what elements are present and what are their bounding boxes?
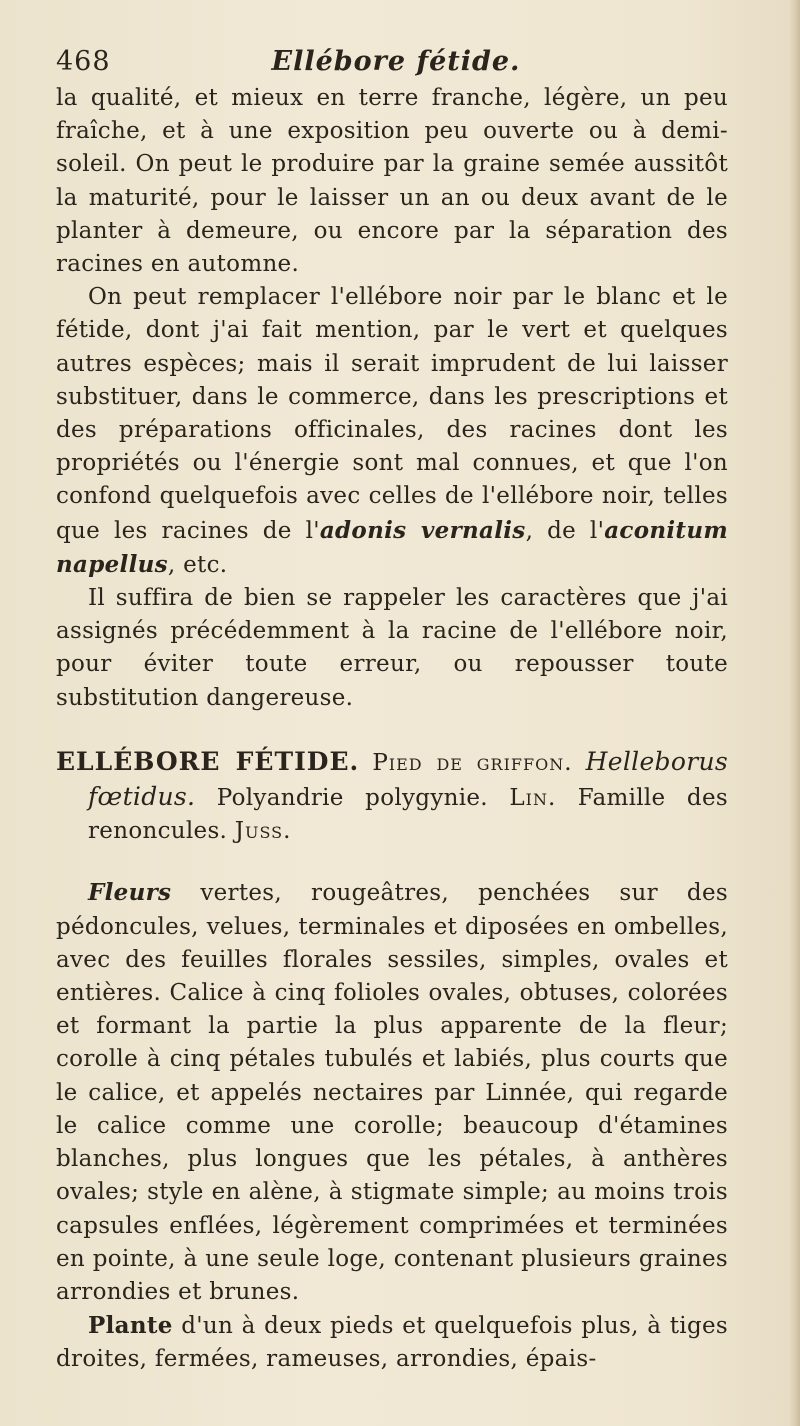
common-name: Pied de griffon. [372,749,573,776]
paragraph-text: d'un à deux pieds et quelquefois plus, à tiges droites, fermées, rameuses, arrondies, épais- [56,1313,728,1373]
jussieu-abbrev: Juss. [234,818,292,845]
section-label: Fleurs [88,879,172,907]
species-name: adonis vernalis [319,516,526,544]
paragraph-text: On peut remplacer l'ellébore noir par le blanc et le fétide, dont j'ai fait mention, par le vert et quelques autres espèces; mais il serait imprudent de lui laisser substituer, dans le commerce, dans les prescriptions et des préparations officinales, des racines dont les propriétés ou l'énergie sont mal connues, et que l'on confond quelquefois avec celles de l'ellébore noir, telles que les racines de l' [56,284,728,544]
species-name: aconitum napellus [56,516,729,578]
linnaeus-abbrev: Lin. [509,785,557,812]
section-label: Plante [88,1312,173,1340]
paragraph-substitutes [56,281,728,582]
paragraph-warning: Il suffira de bien se rappeler les caractères que j'ai assignés précédemment à la racine de l'ellébore noir, pour éviter toute erreur, ou repousser toute substitution dangereuse. [56,585,728,711]
paragraph-text: , etc. [167,551,228,578]
latin-name: Helleborus fœtidus. [88,746,728,812]
entry-term: ELLÉBORE FÉTIDE. [56,746,360,776]
family: Famille des renoncules. [88,785,728,845]
body-text [56,82,728,1377]
entry-heading [56,745,728,849]
page-edge [788,0,800,1426]
page-number: 468 [56,46,111,77]
paragraph-flowers [56,876,728,1309]
paragraph-continuation: la qualité, et mieux en terre franche, légère, un peu fraîche, et à une exposition peu ouverte ou à demi-soleil. On peut le produire par la graine semée aussitôt la maturité, pour le laisser un an ou deux avant de le planter à demeure, ou encore par la séparation des racines en automne. [56,85,728,278]
paragraph-text: vertes, rougeâtres, penchées sur des pédoncules, velues, terminales et diposées en ombelles, avec des feuilles florales sessiles, simples, ovales et entières. Calice à cinq folioles ovales, obtuses, colorées et formant la partie la plus apparente de la fleur; corolle à cinq pétales tubulés et labiés, plus courts que le calice, et appelés nectaires par Linnée, qui regarde le calice comme une corolle; beaucoup d'étamines blanches, plus longues que les pétales, à anthères ovales; style en alène, à stigmate simple; au moins trois capsules enflées, légèrement comprimées et terminées en pointe, à une seule loge, contenant plusieurs graines arrondies et brunes. [56,880,728,1305]
paragraph-plant [56,1309,728,1376]
paragraph-text: , de l' [525,517,605,544]
running-title: Ellébore fétide. [271,46,521,77]
page-header [56,42,736,82]
classification: Polyandrie polygynie. [216,785,488,812]
